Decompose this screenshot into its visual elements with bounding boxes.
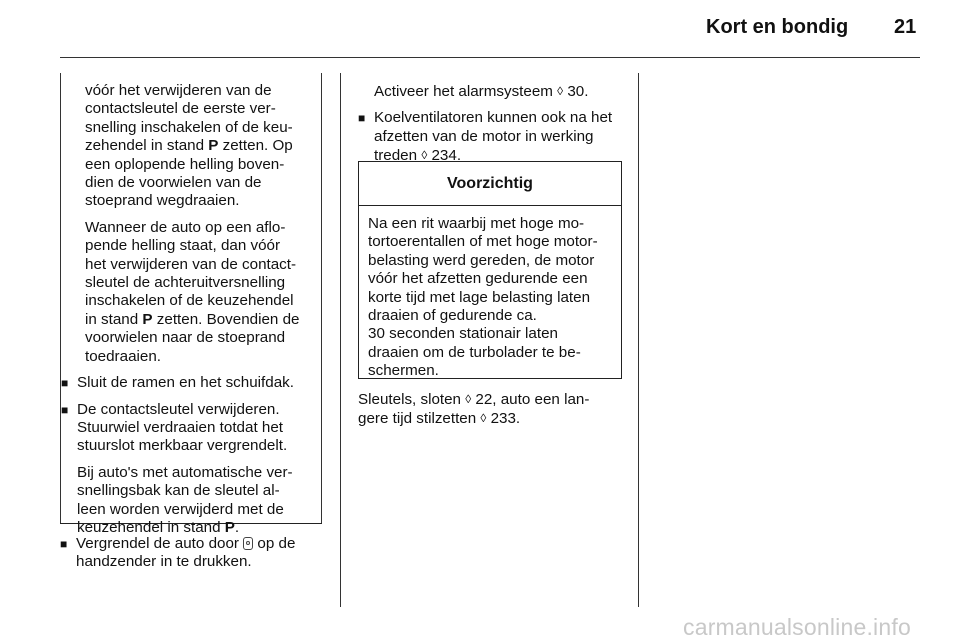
bullet-cooling-fans: ■ Koelventilatoren kunnen ook na het afzetten van de motor in werking treden ◊ 234.	[358, 109, 613, 165]
left-box-content	[61, 82, 322, 545]
paragraph-keys-references: Sleutels, sloten ◊ 22, auto een lan- gere tijd stilzetten ◊ 233.	[358, 391, 590, 428]
bullet-icon: ■	[60, 537, 68, 551]
column-rule-left	[60, 73, 61, 524]
column-rule-right	[638, 73, 639, 607]
bullet-close-windows: ■ Sluit de ramen en het schuifdak.	[61, 374, 294, 392]
lock-key-icon	[243, 537, 253, 550]
reference-icon: ◊	[480, 411, 487, 426]
page-header-title: Kort en bondig	[706, 16, 849, 38]
reference-icon: ◊	[421, 148, 428, 163]
paragraph-remove-key: vóór het verwijderen van de contactsleutel de eerste ver- snelling inschakelen of de keu- zehendel in stand P zetten. Op een oplopende helling boven- dien de voorwielen van de stoeprand wegdraaien.	[85, 82, 293, 210]
reference-icon: ◊	[557, 84, 564, 98]
bullet-icon: ■	[358, 111, 366, 126]
caution-body: Na een rit waarbij met hoge mo- tortoerentallen of met hoge motor- belasting werd gereden, de motor vóór het afzetten gedurende een korte tijd met lage belasting laten draaien of gedurende ca. 30 seconden stationair laten draaien om de turbolader te be- schermen.	[368, 215, 598, 380]
header-rule	[60, 57, 920, 58]
column-rule-middle	[340, 73, 341, 607]
paragraph-automatic: Bij auto's met automatische ver- snellingsbak kan de sleutel al- leen worden verwijderd met de keuzehendel in stand P.	[77, 463, 293, 536]
caution-title: Voorzichtig	[359, 162, 621, 206]
left-lower-bullet	[60, 535, 322, 580]
paragraph-alarm: Activeer het alarmsysteem ◊ 30.	[374, 83, 589, 100]
reference-icon: ◊	[465, 392, 472, 406]
caution-box	[358, 161, 622, 379]
middle-column-content	[358, 82, 624, 174]
bullet-lock-car: ■ Vergrendel de auto door op de handzender in te drukken.	[60, 535, 296, 571]
page-number: 21	[894, 16, 917, 38]
watermark: carmanualsonline.info	[683, 614, 911, 640]
bullet-icon: ■	[61, 376, 69, 391]
bullet-remove-key: ■ De contactsleutel verwijderen. Stuurwiel verdraaien totdat het stuurslot merkbaar vergrendelt.	[61, 400, 288, 455]
bullet-icon: ■	[61, 402, 69, 417]
paragraph-downhill: Wanneer de auto op een aflo- pende helling staat, dan vóór het verwijderen van de contact- sleutel de achteruitversnelling inschakelen of de keuzehendel in stand P zetten. Bovendien de voorwielen naar de stoeprand toedraaien.	[85, 218, 300, 365]
